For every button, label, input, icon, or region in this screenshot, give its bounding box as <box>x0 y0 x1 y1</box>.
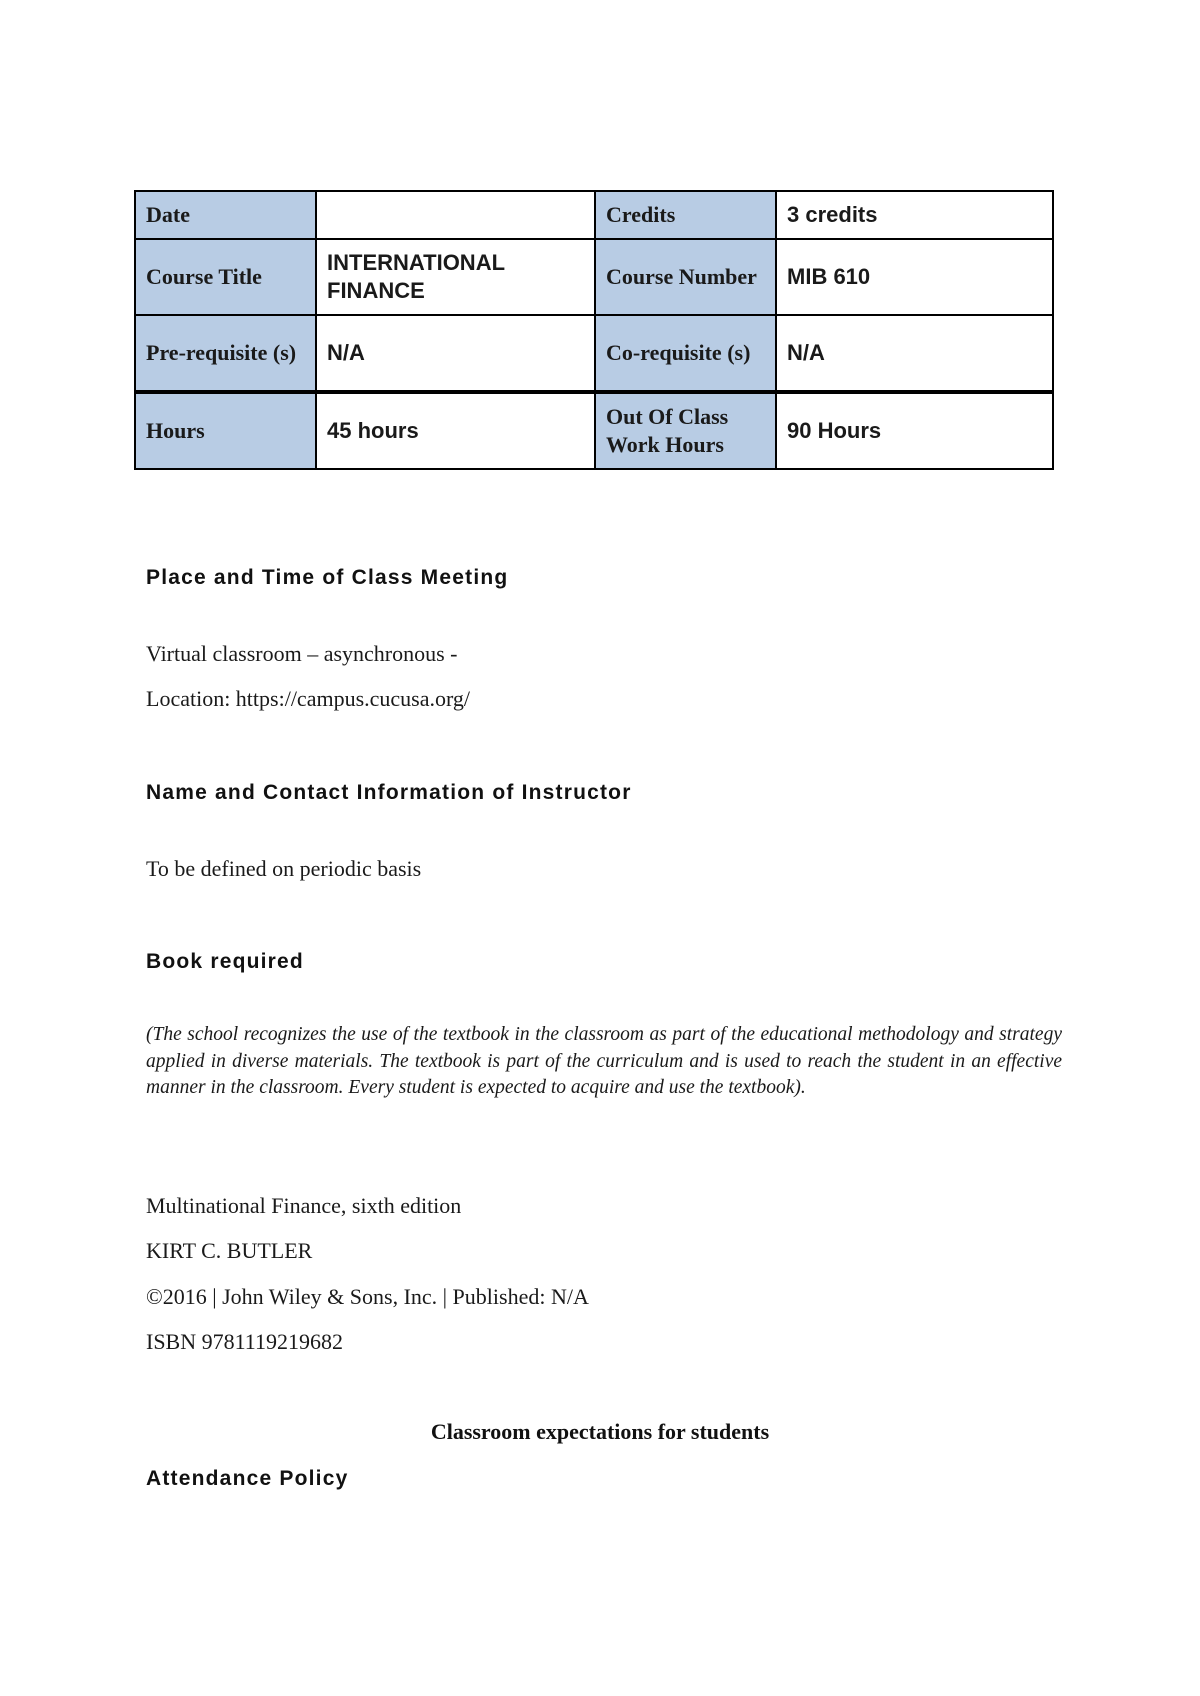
out-of-class-hours-value: 90 Hours <box>776 392 1053 469</box>
course-title-label: Course Title <box>135 239 316 315</box>
book-isbn: ISBN 9781119219682 <box>146 1329 343 1354</box>
course-number-label: Course Number <box>595 239 776 315</box>
table-row <box>135 392 1053 469</box>
corequisite-value: N/A <box>776 315 1053 392</box>
book-required-heading: Book required <box>146 950 304 973</box>
book-publisher: ©2016 | John Wiley & Sons, Inc. | Published: N/A <box>146 1284 589 1309</box>
course-number-value: MIB 610 <box>776 239 1053 315</box>
corequisite-label: Co-requisite (s) <box>595 315 776 392</box>
hours-value: 45 hours <box>316 392 595 469</box>
table-row <box>135 239 1053 315</box>
instructor-heading: Name and Contact Information of Instructor <box>146 781 632 804</box>
virtual-classroom-text: Virtual classroom – asynchronous - <box>146 641 458 666</box>
textbook-policy-note: (The school recognizes the use of the textbook in the classroom as part of the educational methodology and strategy applied in diverse materials. The textbook is part of the curriculum and is used to reach the student in an effective manner in the classroom. Every student is expected to acquire and use the textbook). <box>146 1024 1062 1098</box>
course-info-table <box>134 190 1054 470</box>
table-row <box>135 191 1053 239</box>
place-time-heading: Place and Time of Class Meeting <box>146 566 509 589</box>
course-title-value: INTERNATIONAL FINANCE <box>316 239 595 315</box>
out-of-class-hours-label: Out Of Class Work Hours <box>595 392 776 469</box>
prerequisite-value: N/A <box>316 315 595 392</box>
book-title: Multinational Finance, sixth edition <box>146 1193 462 1218</box>
location-text: Location: https://campus.cucusa.org/ <box>146 686 471 711</box>
credits-label: Credits <box>595 191 776 239</box>
prerequisite-label: Pre-requisite (s) <box>135 315 316 392</box>
credits-value: 3 credits <box>776 191 1053 239</box>
classroom-expectations-heading: Classroom expectations for students <box>430 1419 770 1444</box>
date-value <box>316 191 595 239</box>
table-row <box>135 315 1053 392</box>
hours-label: Hours <box>135 392 316 469</box>
date-label: Date <box>135 191 316 239</box>
book-author: KIRT C. BUTLER <box>146 1238 313 1263</box>
instructor-text: To be defined on periodic basis <box>146 856 422 881</box>
attendance-policy-heading: Attendance Policy <box>146 1467 349 1490</box>
